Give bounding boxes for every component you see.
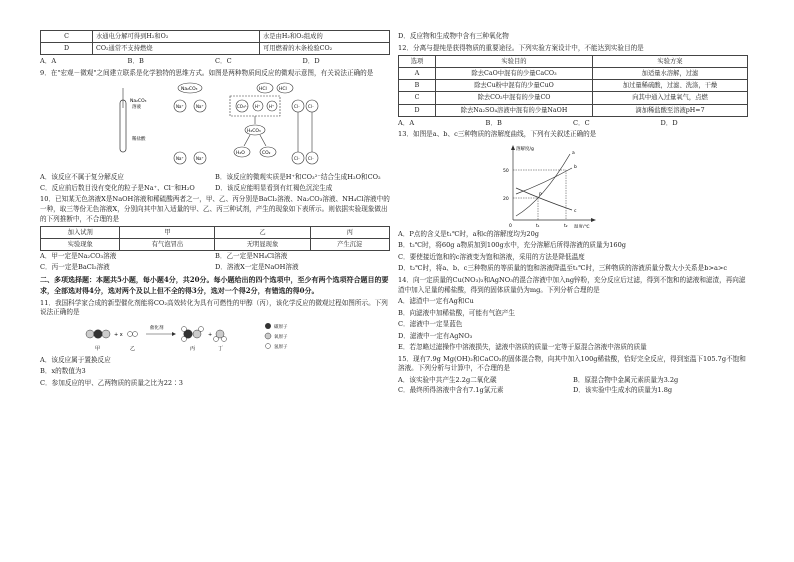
option: A．P点的含义是t₁℃时，a和c的溶解度均为20g [398,229,540,238]
q10-stem: 10．已知某无色溶液X是NaOH溶液和稀硫酸两者之一，甲、乙、丙分别是BaCl₂溶液、Na₂CO₃溶液、NH₄Cl溶液中的一种，取三等份无色溶液X，分别向其中加入适量的甲、乙、丙三种试剂，产生的现象如下表所示。则依据实验现象做出的下列推断中，不合理的是 [40,195,390,223]
na2co3-label: Na₂CO₃ [181,87,198,93]
na-label: Na⁺ [196,156,204,162]
y-tick: 50 [503,168,509,174]
q9-options-row2 [40,184,390,194]
carbon-atom [94,329,103,338]
q13-stem: 13．如图是a、b、c三种物质的溶解度曲线，下列有关叙述正确的是 [398,130,597,139]
table-cell: 滴加稀盐酸至溶液pH=7 [593,104,748,116]
table-cell: 加过量稀硫酸，过滤、洗涤，干燥 [593,80,748,92]
option: C．参加反应的甲、乙两物质的质量之比为22∶3 [40,378,183,387]
hydrogen-atom [133,331,138,336]
table-cell: 无明显现象 [215,239,310,251]
table-cell: 丙 [310,227,390,239]
option: D．溶液X一定是NaOH溶液 [215,262,299,271]
table-row [41,239,390,251]
q9-stem: 9．在"宏观－微观"之间建立联系是化学独特的思维方式。如图是两种物质间反应的微观示意图，有关说法正确的是 [40,68,374,77]
y-arrow [511,145,515,150]
table-cell: D [41,43,93,55]
option: B．x的数值为3 [40,367,86,376]
option: B．B [127,57,144,66]
option: A．该反应不属于复分解反应 [40,173,124,182]
table-cell: 实验现象 [41,239,120,251]
option: A．A [398,118,415,127]
x-tick: 0 [509,223,512,228]
q15-stem: 15．现有7.9g Mg(OH)₂和CaCO₃的固体混合物，向其中加入100g稀盐酸，恰好完全反应，得到室温下105.7g不饱和溶液。下列分析与计算中，不合理的是 [398,354,746,373]
table-cell: 除去CO₂中混有的少量CO [436,92,593,104]
table-cell: C [41,31,93,43]
table-cell: 产生沉淀 [310,239,390,251]
table-row [399,80,748,92]
legend-hydrogen [266,343,271,348]
q15-options-row2 [398,386,748,396]
table-cell: D [399,104,436,116]
table-row [399,104,748,116]
q10-table [40,226,390,251]
hydrogen-atom [182,326,187,331]
legend-label: 氧原子 [274,334,288,340]
q10-options-row2 [40,263,390,273]
option: C．最终所得溶液中含有7.1g氯元素 [398,386,504,395]
curve-label: b [574,164,577,170]
option: A．A [40,57,57,66]
legend-oxygen [265,333,271,339]
table-cell: 加入试剂 [41,227,120,239]
table-row [399,56,748,68]
option: C．丙一定是BaCl₂溶液 [40,262,110,271]
na-label: Na⁺ [176,156,184,162]
co2-label: CO₂ [262,151,271,157]
q10-options-row1 [40,252,390,262]
option: C．C [215,57,232,66]
option: E．若忽略过滤操作中溶液损失，滤液中溶质的质量一定等于原混合溶液中溶质的质量 [398,343,647,352]
table-cell: 水是由H₂和O₂组成的 [260,31,390,43]
hcl-label: HCl [279,87,287,93]
cl-label: Cl⁻ [308,156,315,162]
table-cell: C [399,92,436,104]
hydrogen-atom [222,336,227,341]
option: A．该实验中共产生2.2g二氧化碳 [398,375,497,384]
option: C．C [573,118,590,127]
h-label: H⁺ [255,104,261,110]
na-label: Na⁺ [176,104,184,110]
option: D．D [660,118,678,127]
table-row [399,68,748,80]
na-label: Na⁺ [196,104,204,110]
oxygen-atom [102,330,110,338]
x-tick: t₂ [564,223,568,228]
option: D．滤液中一定有AgNO₃ [398,331,473,340]
table-cell: 除去Cu粉中混有的少量CuO [436,80,593,92]
x-axis-label: 温度/℃ [574,224,590,228]
option: B．该反应的微观实质是H⁺和CO₃²⁻结合生成H₂O和CO₂ [215,173,381,182]
curve-b [516,168,572,194]
option: D．t₂℃时，将a、b、c三种物质的等质量的饱和溶液降温至t₁℃时，三种物质的溶液质量分数大小关系是b>a>c [398,264,728,273]
label-jia: 甲 [95,345,101,352]
oxygen-atom [86,330,94,338]
table-cell: 除去CaO中混有的少量CaCO₃ [436,68,593,80]
q14-stem: 14．向一定质量的Cu(NO₃)₂和AgNO₃的混合溶液中加入ng锌粉，充分反应后过滤，得到不饱和的滤液和滤渣，再向滤渣中加入足量的稀盐酸，得到的固体质量仍为mg。下列分析合理的是 [398,276,746,294]
q9-options-row1 [40,173,390,183]
label-bing: 丙 [190,345,196,352]
legend-label: 碳原子 [274,324,288,330]
catalyst-label: 催化剂 [150,325,164,331]
option: B．原混合物中金属元素质量为3.2g [573,375,679,384]
q12-options [398,119,748,129]
q9-diagram [40,80,390,172]
cl-label: Cl⁻ [294,104,301,110]
coefficient-label: + x [114,331,123,338]
q12-stem: 12．分离与提纯是获得物质的重要途径。下列实验方案设计中，不能达到实验目的是 [398,43,644,52]
arrow-line [260,135,266,146]
option: B．t₂℃时，将60g a物质加到100g水中，充分溶解后所得溶液的质量为160g [398,241,627,250]
table-cell: 向其中通入过量氧气，点燃 [593,92,748,104]
option: A．滤渣中一定有Ag和Cu [398,297,474,306]
table-cell: 除去Na₂SO₄溶液中混有的少量NaOH [436,104,593,116]
curve-label: a [572,150,575,156]
hydrogen-atom [182,336,187,341]
plus-sign: + [208,331,213,338]
y-tick: 20 [503,196,509,202]
option: D．该实验中生成水的质量为1.8g [573,386,673,395]
table-row [41,43,390,55]
table-cell: 甲 [120,227,215,239]
option: B．向滤液中加稀盐酸，可能有气泡产生 [398,308,515,317]
table-cell: CO₂通常不支持燃烧 [93,43,260,55]
table-cell: 有气泡冒出 [120,239,215,251]
cl-label: Cl⁻ [308,104,315,110]
table-cell: B [399,80,436,92]
option: B．乙一定是NH₄Cl溶液 [215,252,288,261]
option: D．D [302,57,320,66]
left-column [40,30,390,390]
option: D．反应物和生成物中含有三种氧化物 [398,32,509,40]
q11-diagram [40,320,390,354]
table-cell: 水通电分解可得到H₂和O₂ [93,31,260,43]
point-label: P [539,192,542,198]
legend-label: 氢原子 [274,344,288,350]
q12-table [398,55,748,117]
legend-carbon [265,323,271,329]
option: A．甲一定是Na₂CO₃溶液 [40,252,117,261]
h-label: H⁺ [269,104,275,110]
table-row [41,31,390,43]
tube-label-2: 溶液 [132,105,141,111]
q8-options [40,57,390,67]
q15-options-row1 [398,376,748,386]
option: B．B [485,118,502,127]
label-ding: 丁 [218,345,224,352]
option: A．该反应属于置换反应 [40,355,111,364]
label-yi: 乙 [130,345,136,352]
hcl-label: HCl [259,87,267,93]
hydrogen-atom [199,326,204,331]
q8-table [40,30,390,55]
table-cell: 可用燃着的木条检验CO₂ [260,43,390,55]
section-2-heading: 二、多项选择题：本题共5小题，每小题4分，共20分。每小题给出的四个选项中，至少有两个选项符合题目的要求，全部选对得4分，选对两个及以上但不全的得3分，选对一个得2分，有错选的得0分。 [40,275,389,295]
co3-label: CO₃²⁻ [237,104,249,110]
curve-label: c [574,208,577,214]
option: C．要使接近饱和的c溶液变为饱和溶液，采用的方法是降低温度 [398,252,585,261]
hydrogen-atom [128,331,133,336]
cl-label: Cl⁻ [294,156,301,162]
q13-figure [398,142,748,228]
q9-figure [40,80,390,172]
table-cell: A [399,68,436,80]
q11-stem: 11．我国科学家合成的新型催化剂能将CO₂高效转化为具有可燃性的甲醇（丙），该化学反应的微观过程如图所示。下列说法正确的是 [40,298,388,317]
table-row [399,92,748,104]
arrowhead [172,332,176,336]
table-cell: 实验方案 [593,56,748,68]
hydrogen-atom [214,336,219,341]
h2co3-label: H₂CO₃ [247,129,261,135]
table-cell: 加适量水溶解，过滤 [593,68,748,80]
h2o-label: H₂O [236,151,245,157]
x-tick: t₁ [536,223,540,228]
solubility-chart [398,142,748,228]
table-cell: 选项 [399,56,436,68]
table-row [41,227,390,239]
x-arrow [591,218,596,222]
option: C．滤液中一定显蓝色 [398,320,463,329]
q11-figure [40,320,390,354]
acid-label: 稀盐酸 [132,137,146,143]
option: C．反应前后数目没有变化的粒子是Na⁺、Cl⁻和H₂O [40,183,195,192]
tube-label: Na₂CO₃ [130,99,147,105]
option: D．该反应能明显看到有红褐色沉淀生成 [215,183,333,192]
right-column [398,30,748,397]
y-axis-label: 溶解度/g [516,146,534,152]
table-cell: 实验目的 [436,56,593,68]
table-cell: 乙 [215,227,310,239]
arrow-line [244,135,250,146]
